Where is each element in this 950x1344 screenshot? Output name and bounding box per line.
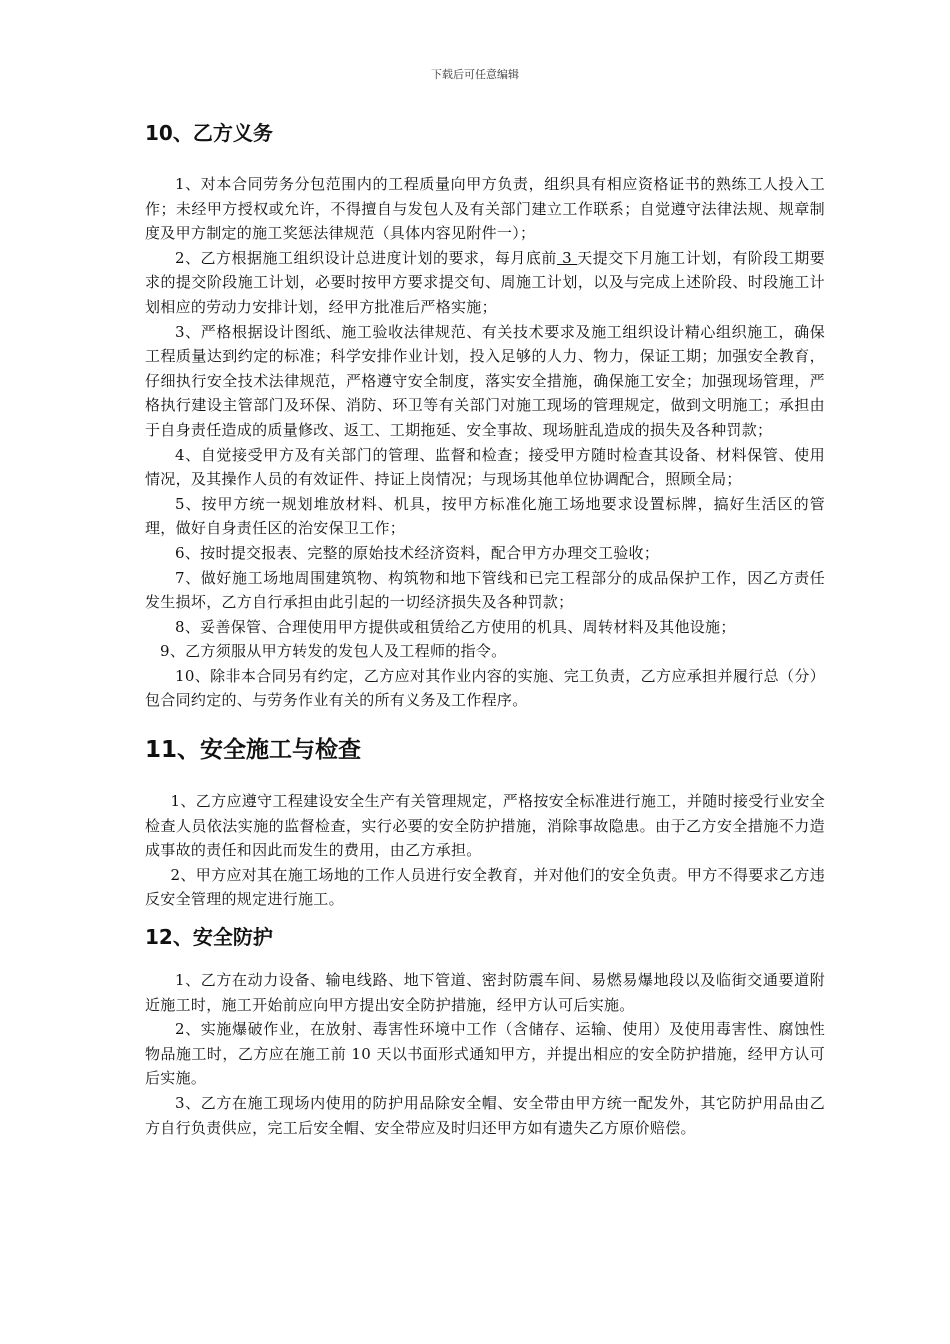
section-10-item-9: 9、乙方须服从甲方转发的发包人及工程师的指令。 xyxy=(160,642,507,661)
item-2-text-after: 天提交下月施工计划，有阶段工期要求的提交阶段施工计划，必要时按甲方要求提交旬、周施工计划，以及与完成上述阶段、时段施工计划相应的劳动力安排计划，经甲方批准后严格实施； xyxy=(145,248,825,316)
section-10-item-3: 3、严格根据设计图纸、施工验收法律规范、有关技术要求及施工组织设计精心组织施工，确保工程质量达到约定的标准；科学安排作业计划，投入足够的人力、物力，保证工期；加强安全教育，仔细执行安全技术法律规范，严格遵守安全制度，落实安全措施，确保施工安全；加强现场管理，严格执行建设主管部门及环保、消防、环卫等有关部门对施工现场的管理规定，做到文明施工；承担由于自身责任造成的质量修改、返工、工期拖延、安全事故、现场脏乱造成的损失及各种罚款； xyxy=(145,322,825,439)
section-10-item-1: 1、对本合同劳务分包范围内的工程质量向甲方负责，组织具有相应资格证书的熟练工人投入工作；未经甲方授权或允许，不得擅自与发包人及有关部门建立工作联系；自觉遵守法律法规、规章制度及甲方制定的施工奖惩法律规范（具体内容见附件一）； xyxy=(145,175,825,243)
section-12-item-3: 3、乙方在施工现场内使用的防护用品除安全帽、安全带由甲方统一配发外，其它防护用品由乙方自行负责供应，完工后安全帽、安全带应及时归还甲方如有遗失乙方原价赔偿。 xyxy=(145,1094,825,1137)
section-10-item-4: 4、自觉接受甲方及有关部门的管理、监督和检查；接受甲方随时检查其设备、材料保管、使用情况，及其操作人员的有效证件、持证上岗情况；与现场其他单位协调配合，照顾全局； xyxy=(145,445,825,489)
section-10-item-7: 7、做好施工场地周围建筑物、构筑物和地下管线和已完工程部分的成品保护工作，因乙方责任发生损坏，乙方自行承担由此引起的一切经济损失及各种罚款； xyxy=(145,568,825,612)
section-10-item-10: 10、除非本合同另有约定，乙方应对其作业内容的实施、完工负责，乙方应承担并履行总（分）包合同约定的、与劳务作业有关的所有义务及工作程序。 xyxy=(145,666,825,710)
section-12-item-2: 2、实施爆破作业，在放射、毒害性环境中工作（含储存、运输、使用）及使用毒害性、腐蚀性物品施工时，乙方应在施工前 10 天以书面形式通知甲方，并提出相应的安全防护措施，经甲方认可后实施。 xyxy=(145,1020,825,1088)
section-11-item-2: 2、甲方应对其在施工场地的工作人员进行安全教育，并对他们的安全负责。甲方不得要求乙方违反安全管理的规定进行施工。 xyxy=(145,865,825,909)
page-header: 下载后可任意编辑 xyxy=(431,68,519,81)
submission-days-value: 3 xyxy=(556,248,578,267)
section-12-title: 12、安全防护 xyxy=(145,925,273,950)
section-10-item-6: 6、按时提交报表、完整的原始技术经济资料，配合甲方办理交工验收； xyxy=(175,543,660,562)
section-11-item-1: 1、乙方应遵守工程建设安全生产有关管理规定，严格按安全标准进行施工，并随时接受行业安全检查人员依法实施的监督检查，实行必要的安全防护措施，消除事故隐患。由于乙方安全措施不力造成事故的责任和因此而发生的费用，由乙方承担。 xyxy=(145,792,825,860)
section-10-item-2 xyxy=(145,246,825,320)
section-10-title: 10、乙方义务 xyxy=(145,121,273,145)
section-12-item-1: 1、乙方在动力设备、输电线路、地下管道、密封防震车间、易燃易爆地段以及临街交通要道附近施工时，施工开始前应向甲方提出安全防护措施，经甲方认可后实施。 xyxy=(145,971,825,1014)
document-body xyxy=(145,118,825,1140)
section-10-item-8: 8、妥善保管、合理使用甲方提供或租赁给乙方使用的机具、周转材料及其他设施； xyxy=(175,617,736,636)
section-11-title: 11、安全施工与检查 xyxy=(145,737,362,764)
section-10-item-5: 5、按甲方统一规划堆放材料、机具，按甲方标准化施工场地要求设置标牌，搞好生活区的管理，做好自身责任区的治安保卫工作； xyxy=(145,494,825,538)
item-2-text-before: 2、乙方根据施工组织设计总进度计划的要求，每月底前 xyxy=(175,248,557,267)
